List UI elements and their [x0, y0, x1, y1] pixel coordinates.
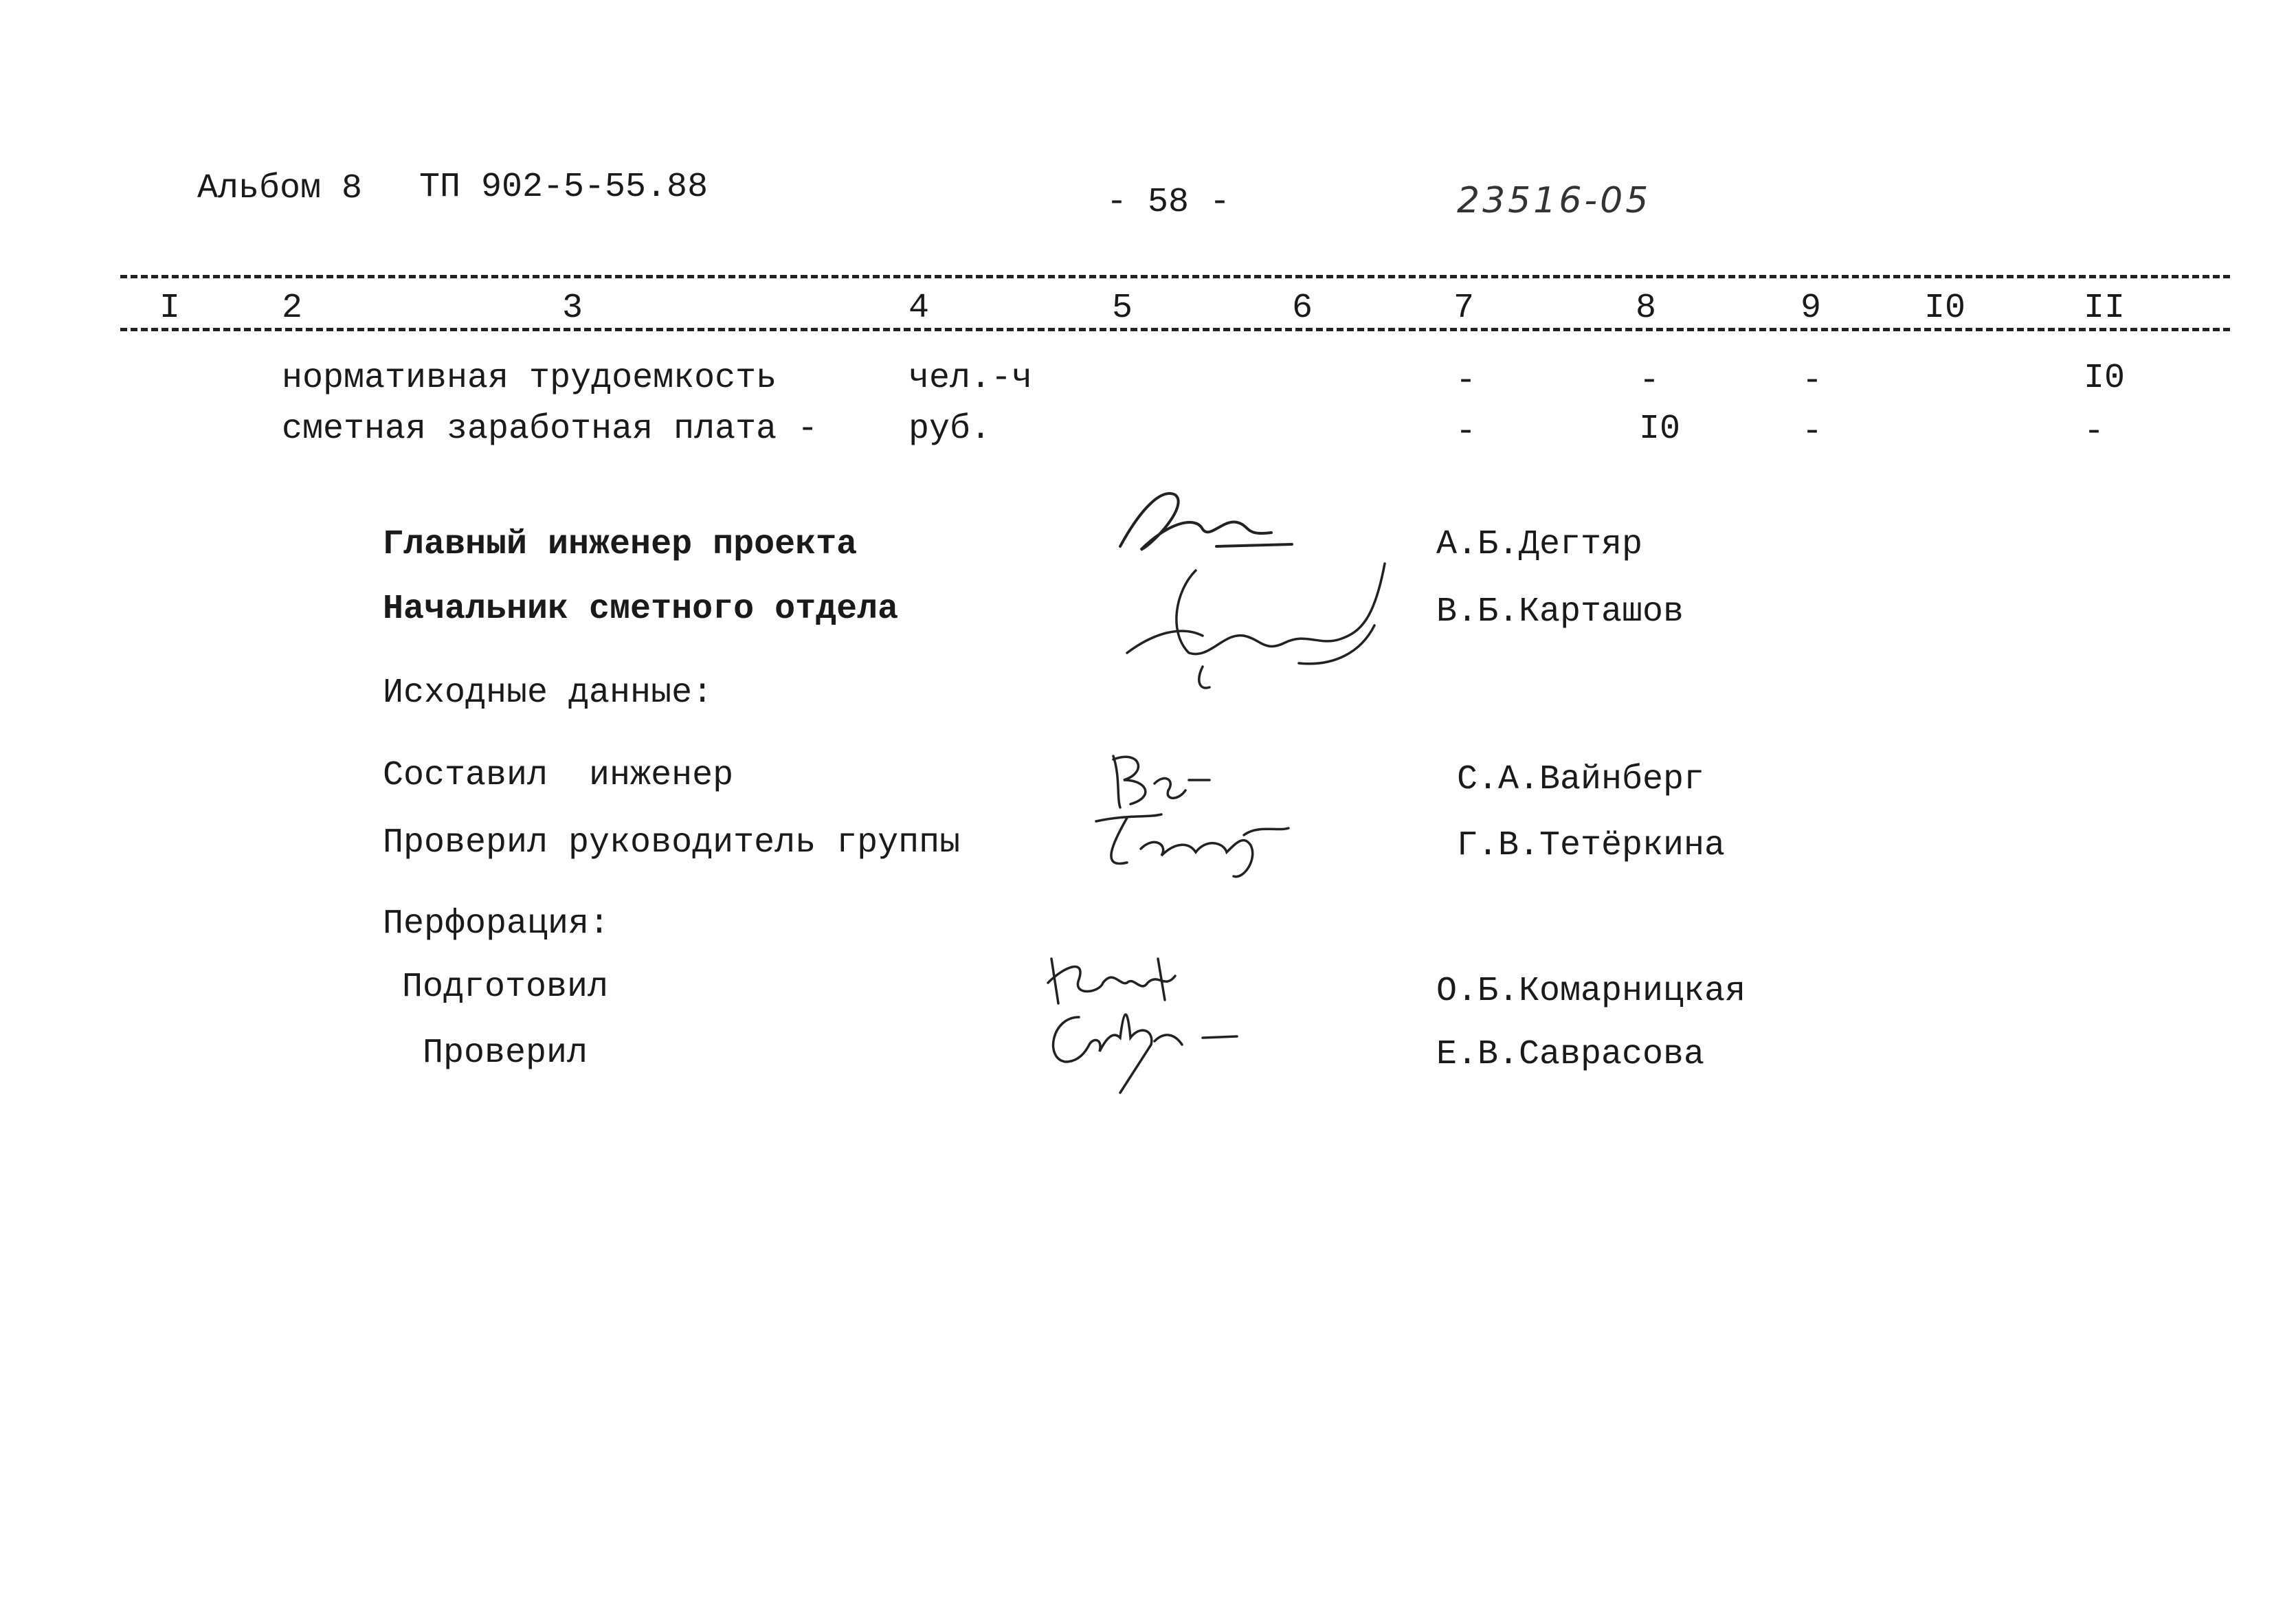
cell-col8: -: [1639, 361, 1660, 401]
chief-engineer-role: Главный инженер проекта: [383, 525, 858, 564]
column-header: I: [159, 289, 181, 328]
prepared-role: Подготовил: [402, 968, 609, 1007]
row-unit: руб.: [909, 410, 992, 449]
document-number: 23516-05: [1457, 180, 1651, 221]
table-header-rule: [120, 328, 2230, 331]
compiled-role: Составил инженер: [383, 756, 734, 795]
verified-name: Е.В.Саврасова: [1436, 1035, 1705, 1074]
album-label: Альбом 8: [197, 169, 363, 208]
prepared-name: О.Б.Комарницкая: [1436, 972, 1746, 1011]
column-header: I0: [1924, 289, 1966, 328]
signature-verified: [1038, 997, 1244, 1096]
compiled-name: С.А.Вайнберг: [1457, 760, 1705, 799]
cell-col7: -: [1456, 361, 1477, 401]
column-header: 2: [282, 289, 303, 328]
checked-role: Проверил руководитель группы: [383, 823, 961, 863]
column-header: 7: [1453, 289, 1475, 328]
cell-col11: -: [2084, 412, 2105, 452]
row-unit: чел.-ч: [909, 359, 1033, 398]
row-name: нормативная трудоемкость: [282, 359, 777, 398]
cell-col7: -: [1456, 412, 1477, 452]
source-data-label: Исходные данные:: [383, 674, 713, 713]
column-header: 6: [1292, 289, 1313, 328]
row-name: сметная заработная плата -: [282, 410, 818, 449]
cell-col9: -: [1802, 412, 1823, 452]
column-header: 3: [562, 289, 583, 328]
signature-estimate-head: [1113, 550, 1402, 704]
cell-col8: I0: [1639, 410, 1681, 449]
column-header: 9: [1801, 289, 1822, 328]
cell-col9: -: [1802, 361, 1823, 401]
column-header: II: [2084, 289, 2126, 328]
project-code: ТП 902-5-55.88: [419, 168, 709, 207]
column-header: 4: [909, 289, 930, 328]
cell-col11: I0: [2084, 359, 2126, 398]
table-top-rule: [120, 275, 2230, 278]
chief-engineer-name: А.Б.Дегтяр: [1436, 525, 1643, 564]
verified-role: Проверил: [423, 1034, 588, 1073]
checked-name: Г.В.Тетёркина: [1457, 826, 1726, 865]
page-number: - 58 -: [1106, 183, 1231, 222]
estimate-head-role: Начальник сметного отдела: [383, 590, 899, 629]
perforation-label: Перфорация:: [383, 904, 610, 944]
column-header: 5: [1112, 289, 1133, 328]
signature-checked: [1086, 794, 1292, 887]
column-header: 8: [1636, 289, 1657, 328]
estimate-head-name: В.Б.Карташов: [1436, 592, 1684, 632]
